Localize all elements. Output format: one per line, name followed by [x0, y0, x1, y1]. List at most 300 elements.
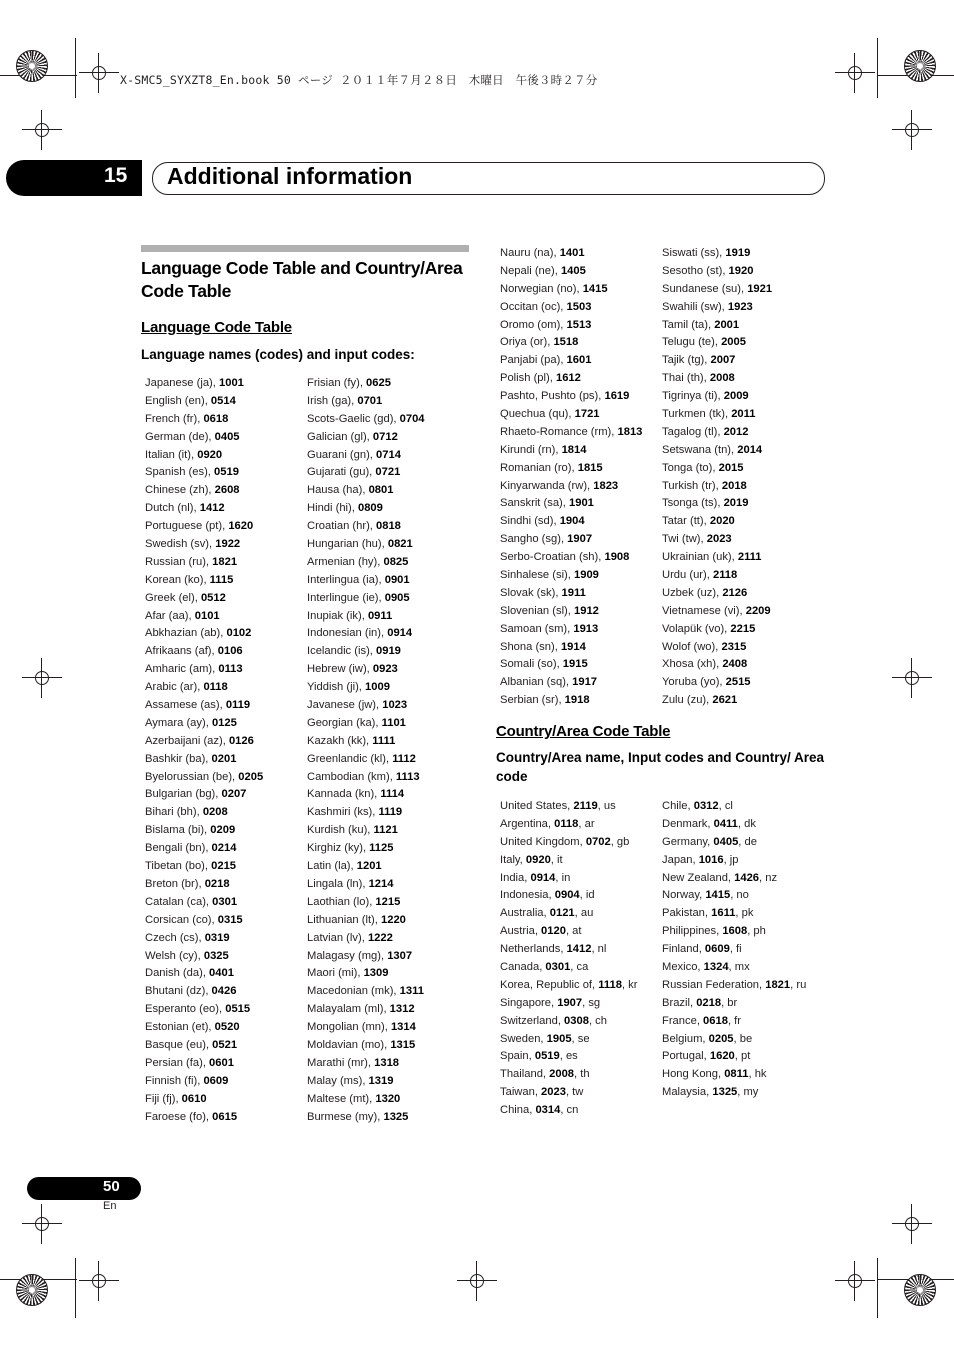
country-entry: [662, 1031, 806, 1049]
entry-name: Armenian (hy),: [307, 555, 384, 568]
entry-input-code: 1309: [363, 967, 389, 980]
country-column-2: [662, 798, 806, 1102]
country-entry: [500, 1066, 637, 1084]
entry-name: Bhutani (dz),: [145, 985, 212, 998]
entry-name: Kazakh (kk),: [307, 734, 373, 747]
entry-input-code: 0205: [708, 1032, 734, 1045]
entry-input-code: 0121: [549, 907, 575, 920]
entry-name: Tonga (to),: [662, 461, 719, 474]
entry-name: Turkmen (tk),: [662, 408, 732, 421]
country-entry: [662, 995, 806, 1013]
language-entry: [145, 733, 263, 751]
page-language: En: [103, 1200, 117, 1212]
entry-country-code: , ph: [747, 925, 766, 938]
entry-name: Faroese (fo),: [145, 1110, 213, 1123]
entry-name: Albanian (sq),: [500, 676, 573, 689]
country-entry: [500, 1084, 637, 1102]
entry-country-code: , jp: [723, 853, 739, 866]
entry-input-code: 0325: [203, 949, 229, 962]
language-entry: [662, 370, 772, 388]
entry-name: Tagalog (tl),: [662, 425, 724, 438]
entry-name: Scots-Gaelic (gd),: [307, 412, 400, 425]
entry-input-code: 1919: [725, 247, 751, 259]
entry-input-code: 0102: [226, 627, 252, 640]
entry-name: Catalan (ca),: [145, 895, 213, 908]
entry-name: Frisian (fy),: [307, 377, 367, 389]
language-entry: [145, 1037, 263, 1055]
entry-country-code: , de: [738, 835, 757, 848]
entry-name: Switzerland,: [500, 1014, 565, 1027]
entry-input-code: 2011: [731, 408, 756, 421]
entry-input-code: 2023: [541, 1086, 566, 1099]
entry-input-code: 2315: [721, 640, 747, 653]
language-entry: [145, 661, 263, 679]
entry-input-code: 1320: [375, 1092, 401, 1105]
entry-name: Malay (ms),: [307, 1074, 369, 1087]
entry-input-code: 1311: [399, 985, 424, 998]
entry-input-code: 0405: [214, 430, 240, 443]
entry-input-code: 2008: [709, 372, 735, 385]
entry-name: Welsh (cy),: [145, 949, 204, 962]
entry-input-code: 1911: [561, 586, 586, 599]
entry-input-code: 0714: [376, 448, 401, 461]
entry-name: Argentina,: [500, 817, 555, 830]
entry-name: Norway,: [662, 889, 706, 902]
entry-name: Sindhi (sd),: [500, 515, 560, 528]
language-entry: [145, 447, 263, 465]
language-entry: [662, 263, 772, 281]
entry-name: Sangho (sg),: [500, 533, 568, 546]
crosshair-mark-icon: [31, 1213, 53, 1235]
entry-input-code: 2515: [725, 676, 751, 689]
language-entry: [145, 464, 263, 482]
entry-input-code: 1312: [389, 1003, 415, 1016]
country-entry: [662, 1013, 806, 1031]
entry-name: Japan,: [662, 853, 699, 866]
entry-input-code: 2007: [710, 354, 736, 367]
entry-name: Malayalam (ml),: [307, 1003, 390, 1016]
entry-name: Portugal,: [662, 1050, 710, 1063]
crosshair-mark-icon: [901, 1213, 923, 1235]
entry-input-code: 2020: [709, 515, 735, 528]
entry-name: Tigrinya (ti),: [662, 390, 724, 403]
entry-input-code: 1220: [381, 913, 406, 926]
entry-input-code: 1415: [705, 889, 731, 902]
entry-name: Latin (la),: [307, 860, 357, 873]
country-entry: [662, 816, 806, 834]
entry-name: Kurdish (ku),: [307, 824, 374, 837]
entry-country-code: , my: [737, 1086, 759, 1099]
language-entry: [307, 804, 425, 822]
language-entry: [145, 876, 263, 894]
entry-name: Sundanese (su),: [662, 282, 748, 295]
entry-name: Ukrainian (uk),: [662, 551, 738, 564]
language-entry: [307, 464, 425, 482]
entry-input-code: 1001: [219, 377, 244, 389]
language-entry: [500, 406, 642, 424]
entry-name: Bengali (bn),: [145, 842, 212, 855]
entry-input-code: 0208: [202, 806, 228, 819]
entry-input-code: 1921: [747, 282, 773, 295]
registration-target-icon: [16, 1274, 48, 1306]
entry-country-code: , fi: [729, 943, 742, 956]
entry-input-code: 0905: [384, 591, 410, 604]
entry-input-code: 2019: [723, 497, 749, 510]
entry-input-code: 1922: [215, 538, 241, 551]
language-entry: [307, 393, 425, 411]
entry-input-code: 1907: [557, 996, 583, 1009]
entry-name: France,: [662, 1014, 704, 1027]
entry-country-code: , no: [730, 889, 749, 902]
entry-input-code: 1023: [382, 699, 408, 712]
country-entry: [500, 887, 637, 905]
entry-name: Javanese (jw),: [307, 699, 383, 712]
entry-name: Wolof (wo),: [662, 640, 722, 653]
language-entry: [500, 388, 642, 406]
language-entry: [500, 424, 642, 442]
entry-input-code: 2014: [737, 443, 763, 456]
entry-name: Latvian (lv),: [307, 931, 368, 944]
language-entry: [307, 912, 425, 930]
entry-name: Somali (so),: [500, 658, 563, 671]
country-table-heading: Country/Area Code Table: [496, 723, 671, 740]
language-entry: [500, 656, 642, 674]
language-entry: [307, 572, 425, 590]
entry-input-code: 1918: [564, 694, 590, 707]
language-entry: [500, 513, 642, 531]
language-entry: [662, 317, 772, 335]
entry-input-code: 0119: [225, 699, 251, 712]
entry-input-code: 1601: [566, 354, 592, 367]
entry-name: Uzbek (uz),: [662, 586, 723, 599]
country-column-1: [500, 798, 637, 1120]
entry-name: Spanish (es),: [145, 466, 215, 479]
language-entry: [662, 621, 772, 639]
entry-country-code: , pt: [734, 1050, 751, 1063]
country-table-subheading: Country/Area name, Input codes and Country/ Area code: [496, 750, 825, 784]
language-entry: [145, 1019, 263, 1037]
entry-name: Cambodian (km),: [307, 770, 396, 783]
language-entry: [307, 661, 425, 679]
entry-input-code: 2215: [730, 622, 756, 635]
language-entry: [307, 625, 425, 643]
entry-input-code: 1611: [711, 907, 736, 920]
entry-input-code: 1111: [372, 734, 396, 747]
entry-name: Hebrew (iw),: [307, 663, 373, 676]
language-entry: [662, 281, 772, 299]
language-entry: [145, 554, 263, 572]
entry-name: Hungarian (hu),: [307, 538, 388, 551]
language-column-4: [662, 245, 772, 710]
entry-input-code: 0125: [211, 716, 237, 729]
entry-name: Estonian (et),: [145, 1021, 215, 1034]
entry-input-code: 1314: [390, 1021, 416, 1034]
entry-input-code: 2005: [721, 336, 746, 349]
entry-input-code: 1215: [375, 895, 401, 908]
entry-input-code: 0514: [210, 394, 236, 407]
entry-name: Telugu (te),: [662, 336, 722, 349]
country-entry: [662, 905, 806, 923]
entry-input-code: 2009: [723, 390, 749, 403]
language-entry: [500, 334, 642, 352]
entry-input-code: 2126: [722, 586, 748, 599]
entry-input-code: 2023: [706, 533, 732, 546]
language-column-3: [500, 245, 642, 710]
crosshair-mark-icon: [88, 62, 110, 84]
language-entry: [145, 697, 263, 715]
entry-input-code: 1009: [365, 681, 390, 694]
entry-input-code: 0821: [387, 538, 413, 551]
section-rule: [141, 245, 469, 252]
entry-name: Azerbaijani (az),: [145, 734, 229, 747]
entry-name: Laothian (lo),: [307, 895, 376, 908]
language-column-1: [145, 375, 263, 1126]
crop-line: [75, 38, 76, 98]
country-entry: [662, 798, 806, 816]
entry-country-code: , ru: [790, 978, 807, 991]
entry-input-code: 0825: [383, 555, 409, 568]
entry-name: Thai (th),: [662, 372, 710, 385]
country-entry: [500, 798, 637, 816]
entry-input-code: 1908: [604, 551, 630, 564]
language-entry: [145, 411, 263, 429]
entry-name: Twi (tw),: [662, 533, 707, 546]
entry-name: Marathi (mr),: [307, 1056, 375, 1069]
crosshair-mark-icon: [466, 1270, 488, 1292]
language-entry: [145, 1001, 263, 1019]
entry-name: Irish (ga),: [307, 394, 358, 407]
entry-input-code: 1815: [577, 461, 603, 474]
entry-input-code: 0712: [372, 430, 398, 443]
entry-input-code: 0521: [212, 1038, 238, 1051]
chapter-number: 15: [104, 164, 128, 187]
entry-country-code: , ca: [570, 961, 589, 974]
entry-input-code: 2608: [214, 484, 240, 497]
entry-input-code: 0201: [211, 752, 237, 765]
language-entry: [145, 894, 263, 912]
language-entry: [500, 281, 642, 299]
entry-name: Malagasy (mg),: [307, 949, 388, 962]
entry-country-code: , sg: [582, 996, 601, 1009]
entry-name: Burmese (my),: [307, 1110, 384, 1123]
entry-input-code: 1813: [617, 425, 643, 438]
entry-input-code: 0920: [197, 448, 223, 461]
language-entry: [500, 442, 642, 460]
entry-input-code: 0519: [534, 1050, 560, 1063]
entry-name: Arabic (ar),: [145, 681, 204, 694]
language-entry: [307, 482, 425, 500]
language-entry: [145, 518, 263, 536]
entry-input-code: 0312: [693, 800, 719, 812]
language-entry: [662, 352, 772, 370]
entry-country-code: , id: [579, 889, 595, 902]
entry-input-code: 0405: [713, 835, 739, 848]
entry-input-code: 1914: [560, 640, 586, 653]
entry-input-code: 2118: [712, 569, 738, 582]
entry-name: Quechua (qu),: [500, 408, 575, 421]
language-entry: [307, 751, 425, 769]
language-entry: [307, 769, 425, 787]
entry-name: Kannada (kn),: [307, 788, 381, 801]
language-entry: [500, 674, 642, 692]
entry-input-code: 0214: [211, 842, 237, 855]
entry-input-code: 0920: [525, 853, 551, 866]
language-entry: [662, 585, 772, 603]
entry-input-code: 1121: [373, 824, 398, 837]
entry-input-code: 1721: [574, 408, 600, 421]
entry-name: Lithuanian (lt),: [307, 913, 382, 926]
language-entry: [662, 656, 772, 674]
entry-name: Shona (sn),: [500, 640, 561, 653]
entry-name: Mongolian (mn),: [307, 1021, 391, 1034]
entry-name: Netherlands,: [500, 943, 567, 956]
entry-input-code: 0401: [209, 967, 234, 980]
entry-name: Romanian (ro),: [500, 461, 578, 474]
entry-input-code: 1905: [546, 1032, 572, 1045]
entry-name: Russian (ru),: [145, 555, 213, 568]
entry-input-code: 0609: [704, 943, 730, 956]
language-entry: [500, 531, 642, 549]
entry-name: Afrikaans (af),: [145, 645, 218, 658]
entry-name: Serbian (sr),: [500, 694, 565, 707]
country-entry: [500, 941, 637, 959]
entry-name: Italy,: [500, 853, 526, 866]
entry-name: Portuguese (pt),: [145, 520, 229, 533]
language-entry: [307, 858, 425, 876]
entry-name: Siswati (ss),: [662, 247, 726, 259]
entry-input-code: 1113: [395, 770, 420, 783]
language-entry: [307, 840, 425, 858]
entry-name: Bulgarian (bg),: [145, 788, 222, 801]
entry-input-code: 0301: [212, 895, 238, 908]
entry-name: Indonesian (in),: [307, 627, 388, 640]
language-entry: [145, 912, 263, 930]
entry-name: Lingala (ln),: [307, 877, 369, 890]
language-entry: [662, 692, 772, 710]
entry-input-code: 2111: [737, 551, 762, 564]
entry-country-code: , nl: [591, 943, 607, 956]
entry-input-code: 1821: [765, 978, 791, 991]
country-entry: [500, 1102, 637, 1120]
language-entry: [307, 822, 425, 840]
language-entry: [307, 411, 425, 429]
entry-name: Persian (fa),: [145, 1056, 210, 1069]
language-entry: [307, 590, 425, 608]
entry-name: Tamil (ta),: [662, 318, 715, 331]
language-entry: [307, 643, 425, 661]
crosshair-mark-icon: [88, 1270, 110, 1292]
country-entry: [662, 870, 806, 888]
entry-country-code: , hk: [748, 1068, 767, 1081]
entry-name: Taiwan,: [500, 1086, 542, 1099]
entry-name: Icelandic (is),: [307, 645, 377, 658]
entry-name: India,: [500, 871, 531, 884]
language-entry: [307, 733, 425, 751]
entry-country-code: , br: [721, 996, 738, 1009]
entry-name: Singapore,: [500, 996, 558, 1009]
language-entry: [500, 245, 642, 263]
crop-line: [877, 38, 878, 98]
entry-input-code: 0601: [209, 1056, 234, 1069]
language-entry: [145, 822, 263, 840]
entry-name: Tajik (tg),: [662, 354, 711, 367]
language-entry: [145, 608, 263, 626]
language-entry: [500, 317, 642, 335]
entry-input-code: 0301: [545, 961, 571, 974]
country-entry: [500, 977, 637, 995]
entry-input-code: 0512: [200, 591, 226, 604]
language-entry: [307, 697, 425, 715]
language-entry: [500, 460, 642, 478]
entry-input-code: 0120: [541, 925, 566, 938]
entry-input-code: 0411: [713, 817, 738, 830]
entry-input-code: 0218: [204, 877, 230, 890]
country-entry: [662, 852, 806, 870]
registration-target-icon: [16, 50, 48, 82]
entry-name: Turkish (tr),: [662, 479, 722, 492]
entry-name: Abkhazian (ab),: [145, 627, 227, 640]
entry-input-code: 0625: [366, 377, 391, 389]
entry-input-code: 0520: [214, 1021, 240, 1034]
entry-name: Urdu (ur),: [662, 569, 713, 582]
language-entry: [307, 965, 425, 983]
entry-name: Kirundi (rn),: [500, 443, 562, 456]
language-entry: [662, 478, 772, 496]
language-entry: [145, 948, 263, 966]
entry-name: Galician (gl),: [307, 430, 373, 443]
entry-input-code: 1513: [566, 318, 592, 331]
entry-input-code: 1915: [562, 658, 588, 671]
crop-line: [75, 1258, 76, 1318]
entry-country-code: , pk: [735, 907, 754, 920]
entry-input-code: 1619: [604, 390, 630, 403]
language-entry: [307, 1109, 425, 1127]
entry-name: Panjabi (pa),: [500, 354, 567, 367]
entry-name: Kirghiz (ky),: [307, 842, 370, 855]
entry-name: Sanskrit (sa),: [500, 497, 570, 510]
language-entry: [662, 299, 772, 317]
entry-input-code: 0914: [530, 871, 556, 884]
entry-name: Mexico,: [662, 961, 704, 974]
entry-input-code: 2008: [549, 1068, 575, 1081]
entry-input-code: 0315: [217, 913, 243, 926]
entry-name: Aymara (ay),: [145, 716, 212, 729]
entry-input-code: 1112: [392, 752, 416, 765]
entry-country-code: , th: [574, 1068, 590, 1081]
entry-name: Amharic (am),: [145, 663, 219, 676]
entry-name: Australia,: [500, 907, 550, 920]
language-entry: [145, 786, 263, 804]
language-entry: [145, 375, 263, 393]
entry-name: Sesotho (st),: [662, 264, 729, 277]
entry-name: Croatian (hr),: [307, 520, 377, 533]
entry-name: Japanese (ja),: [145, 377, 220, 389]
entry-name: Assamese (as),: [145, 699, 226, 712]
entry-input-code: 2119: [573, 800, 598, 812]
entry-input-code: 0314: [535, 1104, 561, 1117]
country-entry: [662, 941, 806, 959]
language-entry: [307, 447, 425, 465]
entry-input-code: 1426: [734, 871, 760, 884]
entry-name: Czech (cs),: [145, 931, 205, 944]
entry-name: Thailand,: [500, 1068, 550, 1081]
entry-input-code: 1620: [709, 1050, 735, 1063]
entry-name: Basque (eu),: [145, 1038, 213, 1051]
language-entry: [500, 495, 642, 513]
entry-name: Swahili (sw),: [662, 300, 728, 313]
entry-input-code: 1608: [722, 925, 748, 938]
entry-name: Guarani (gn),: [307, 448, 377, 461]
